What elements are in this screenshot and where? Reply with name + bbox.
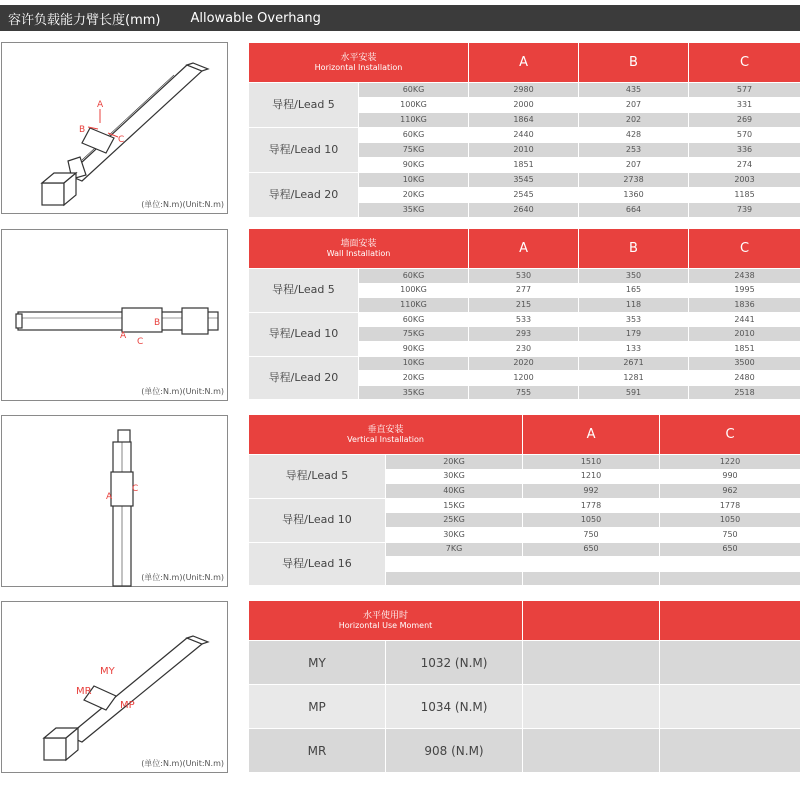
table-header bbox=[249, 415, 523, 455]
value-a: 3545 bbox=[469, 173, 579, 188]
load-cell: 60KG bbox=[359, 128, 469, 143]
load-cell: 25KG bbox=[386, 513, 523, 528]
moment-actuator-drawing bbox=[2, 602, 229, 774]
value-a: 1510 bbox=[523, 455, 660, 470]
value-a: 2980 bbox=[469, 83, 579, 98]
table-row bbox=[249, 269, 800, 284]
value-a: 1778 bbox=[523, 498, 660, 513]
load-cell bbox=[386, 557, 523, 572]
value-c: 990 bbox=[660, 469, 800, 484]
col-header-a: A bbox=[469, 229, 579, 269]
value-b: 207 bbox=[579, 158, 689, 173]
value-c: 1220 bbox=[660, 455, 800, 470]
load-cell: 110KG bbox=[359, 113, 469, 128]
value-a: 1200 bbox=[469, 371, 579, 386]
horizontal-actuator-drawing bbox=[2, 43, 229, 215]
load-cell: 15KG bbox=[386, 498, 523, 513]
moment-name: MR bbox=[249, 729, 386, 773]
table-header bbox=[249, 229, 469, 269]
lead-label: 导程/Lead 5 bbox=[249, 269, 359, 313]
horizontal-installation-diagram bbox=[1, 42, 228, 214]
moment-diagram bbox=[1, 601, 228, 773]
value-b: 207 bbox=[579, 98, 689, 113]
header-cn: 墙面安装 bbox=[340, 238, 377, 249]
value-c: 2480 bbox=[689, 371, 800, 386]
value-c: 2010 bbox=[689, 327, 800, 342]
value-b: 165 bbox=[579, 283, 689, 298]
value-b: 350 bbox=[579, 269, 689, 284]
value-b: 179 bbox=[579, 327, 689, 342]
moment-name: MY bbox=[249, 641, 386, 685]
lead-label: 导程/Lead 10 bbox=[249, 128, 359, 173]
value-a: 1210 bbox=[523, 469, 660, 484]
header-cn: 水平使用时 bbox=[363, 610, 409, 621]
col-header-b: B bbox=[579, 229, 689, 269]
vertical-actuator-drawing bbox=[2, 416, 229, 588]
load-cell: 20KG bbox=[359, 371, 469, 386]
label-b: B bbox=[154, 318, 161, 328]
value-c: 274 bbox=[689, 158, 800, 173]
table-row bbox=[249, 542, 800, 557]
load-cell: 35KG bbox=[359, 385, 469, 400]
value-a: 2640 bbox=[469, 203, 579, 218]
load-cell: 10KG bbox=[359, 173, 469, 188]
col-header-a: A bbox=[469, 43, 579, 83]
load-cell: 110KG bbox=[359, 298, 469, 313]
value-b: 1281 bbox=[579, 371, 689, 386]
load-cell: 100KG bbox=[359, 283, 469, 298]
title-en: Allowable Overhang bbox=[190, 10, 321, 26]
table-row bbox=[249, 173, 800, 188]
value-a: 2010 bbox=[469, 143, 579, 158]
value-c bbox=[660, 571, 800, 586]
table-header bbox=[249, 43, 469, 83]
lead-label: 导程/Lead 10 bbox=[249, 498, 386, 542]
value-a: 1851 bbox=[469, 158, 579, 173]
value-b: 253 bbox=[579, 143, 689, 158]
load-cell: 10KG bbox=[359, 356, 469, 371]
header-blank bbox=[660, 601, 800, 641]
value-a: 992 bbox=[523, 484, 660, 499]
value-a: 2020 bbox=[469, 356, 579, 371]
load-cell: 35KG bbox=[359, 203, 469, 218]
load-cell: 30KG bbox=[386, 527, 523, 542]
value-c: 1185 bbox=[689, 188, 800, 203]
col-header-c: C bbox=[689, 43, 800, 83]
value-a: 2545 bbox=[469, 188, 579, 203]
load-cell: 75KG bbox=[359, 327, 469, 342]
value-b: 202 bbox=[579, 113, 689, 128]
moment-value: 908 (N.M) bbox=[386, 729, 523, 773]
header-en: Wall Installation bbox=[326, 248, 391, 258]
col-header-c: C bbox=[689, 229, 800, 269]
unit-note: (单位:N.m)(Unit:N.m) bbox=[141, 759, 224, 768]
header-cn: 水平安装 bbox=[340, 52, 377, 63]
lead-label: 导程/Lead 20 bbox=[249, 356, 359, 400]
col-header-c: C bbox=[660, 415, 800, 455]
value-a: 533 bbox=[469, 312, 579, 327]
header-en: Horizontal Installation bbox=[314, 62, 403, 72]
horizontal-installation-table bbox=[248, 42, 800, 218]
value-b: 428 bbox=[579, 128, 689, 143]
header-en: Horizontal Use Moment bbox=[338, 620, 433, 630]
value-b: 353 bbox=[579, 312, 689, 327]
value-a bbox=[523, 557, 660, 572]
header-cn: 垂直安装 bbox=[367, 424, 404, 435]
header-en: Vertical Installation bbox=[347, 434, 424, 444]
load-cell bbox=[386, 571, 523, 586]
value-c: 2438 bbox=[689, 269, 800, 284]
load-cell: 30KG bbox=[386, 469, 523, 484]
value-b: 591 bbox=[579, 385, 689, 400]
value-a: 230 bbox=[469, 341, 579, 356]
blank-cell bbox=[660, 685, 800, 729]
blank-cell bbox=[660, 641, 800, 685]
value-c: 1995 bbox=[689, 283, 800, 298]
unit-note: (单位:N.m)(Unit:N.m) bbox=[141, 200, 224, 209]
value-c: 1851 bbox=[689, 341, 800, 356]
table-row bbox=[249, 498, 800, 513]
label-mp: MP bbox=[120, 700, 135, 711]
value-a bbox=[523, 571, 660, 586]
blank-cell bbox=[523, 641, 660, 685]
lead-label: 导程/Lead 16 bbox=[249, 542, 386, 586]
value-b: 118 bbox=[579, 298, 689, 313]
lead-label: 导程/Lead 5 bbox=[249, 455, 386, 499]
load-cell: 75KG bbox=[359, 143, 469, 158]
label-my: MY bbox=[100, 666, 115, 677]
label-c: C bbox=[137, 337, 144, 347]
value-c: 739 bbox=[689, 203, 800, 218]
value-c: 3500 bbox=[689, 356, 800, 371]
moment-name: MP bbox=[249, 685, 386, 729]
table-header bbox=[249, 601, 523, 641]
load-cell: 90KG bbox=[359, 158, 469, 173]
vertical-installation-diagram bbox=[1, 415, 228, 587]
value-a: 1864 bbox=[469, 113, 579, 128]
value-a: 277 bbox=[469, 283, 579, 298]
value-a: 215 bbox=[469, 298, 579, 313]
load-cell: 100KG bbox=[359, 98, 469, 113]
value-c: 1836 bbox=[689, 298, 800, 313]
label-c: C bbox=[118, 135, 125, 145]
load-cell: 60KG bbox=[359, 312, 469, 327]
load-cell: 20KG bbox=[359, 188, 469, 203]
col-header-b: B bbox=[579, 43, 689, 83]
value-c: 570 bbox=[689, 128, 800, 143]
table-row bbox=[249, 729, 800, 773]
value-c: 577 bbox=[689, 83, 800, 98]
value-c: 1050 bbox=[660, 513, 800, 528]
label-b: B bbox=[79, 125, 86, 135]
label-c: C bbox=[132, 484, 139, 494]
value-c: 2003 bbox=[689, 173, 800, 188]
value-c bbox=[660, 557, 800, 572]
value-c: 750 bbox=[660, 527, 800, 542]
value-c: 962 bbox=[660, 484, 800, 499]
value-c: 1778 bbox=[660, 498, 800, 513]
value-a: 530 bbox=[469, 269, 579, 284]
value-a: 1050 bbox=[523, 513, 660, 528]
unit-note: (单位:N.m)(Unit:N.m) bbox=[141, 573, 224, 582]
value-c: 269 bbox=[689, 113, 800, 128]
value-c: 331 bbox=[689, 98, 800, 113]
table-row bbox=[249, 83, 800, 98]
table-row bbox=[249, 356, 800, 371]
value-b: 1360 bbox=[579, 188, 689, 203]
load-cell: 60KG bbox=[359, 269, 469, 284]
load-cell: 7KG bbox=[386, 542, 523, 557]
value-a: 2440 bbox=[469, 128, 579, 143]
load-cell: 40KG bbox=[386, 484, 523, 499]
label-a: A bbox=[97, 100, 104, 110]
value-a: 2000 bbox=[469, 98, 579, 113]
blank-cell bbox=[660, 729, 800, 773]
col-header-a: A bbox=[523, 415, 660, 455]
table-row bbox=[249, 685, 800, 729]
wall-installation-table bbox=[248, 228, 800, 400]
wall-installation-diagram bbox=[1, 229, 228, 401]
value-c: 2441 bbox=[689, 312, 800, 327]
table-row bbox=[249, 312, 800, 327]
moment-value: 1032 (N.M) bbox=[386, 641, 523, 685]
value-c: 650 bbox=[660, 542, 800, 557]
moment-value: 1034 (N.M) bbox=[386, 685, 523, 729]
blank-cell bbox=[523, 729, 660, 773]
table-row bbox=[249, 455, 800, 470]
value-b: 2738 bbox=[579, 173, 689, 188]
label-a: A bbox=[106, 492, 113, 502]
value-b: 2671 bbox=[579, 356, 689, 371]
blank-cell bbox=[523, 685, 660, 729]
section-title-bar bbox=[0, 5, 800, 31]
table-row bbox=[249, 641, 800, 685]
lead-label: 导程/Lead 20 bbox=[249, 173, 359, 218]
value-b: 664 bbox=[579, 203, 689, 218]
header-blank bbox=[523, 601, 660, 641]
title-cn: 容许负载能力臂长度(mm) bbox=[8, 12, 161, 28]
lead-label: 导程/Lead 10 bbox=[249, 312, 359, 356]
value-a: 293 bbox=[469, 327, 579, 342]
lead-label: 导程/Lead 5 bbox=[249, 83, 359, 128]
load-cell: 60KG bbox=[359, 83, 469, 98]
vertical-installation-table bbox=[248, 414, 800, 586]
label-mr: MR bbox=[76, 686, 92, 697]
table-row bbox=[249, 128, 800, 143]
load-cell: 20KG bbox=[386, 455, 523, 470]
value-c: 2518 bbox=[689, 385, 800, 400]
moment-table bbox=[248, 600, 800, 773]
value-c: 336 bbox=[689, 143, 800, 158]
wall-actuator-drawing bbox=[2, 230, 229, 402]
label-a: A bbox=[120, 331, 127, 341]
value-b: 435 bbox=[579, 83, 689, 98]
unit-note: (单位:N.m)(Unit:N.m) bbox=[141, 387, 224, 396]
value-b: 133 bbox=[579, 341, 689, 356]
value-a: 750 bbox=[523, 527, 660, 542]
value-a: 650 bbox=[523, 542, 660, 557]
value-a: 755 bbox=[469, 385, 579, 400]
load-cell: 90KG bbox=[359, 341, 469, 356]
